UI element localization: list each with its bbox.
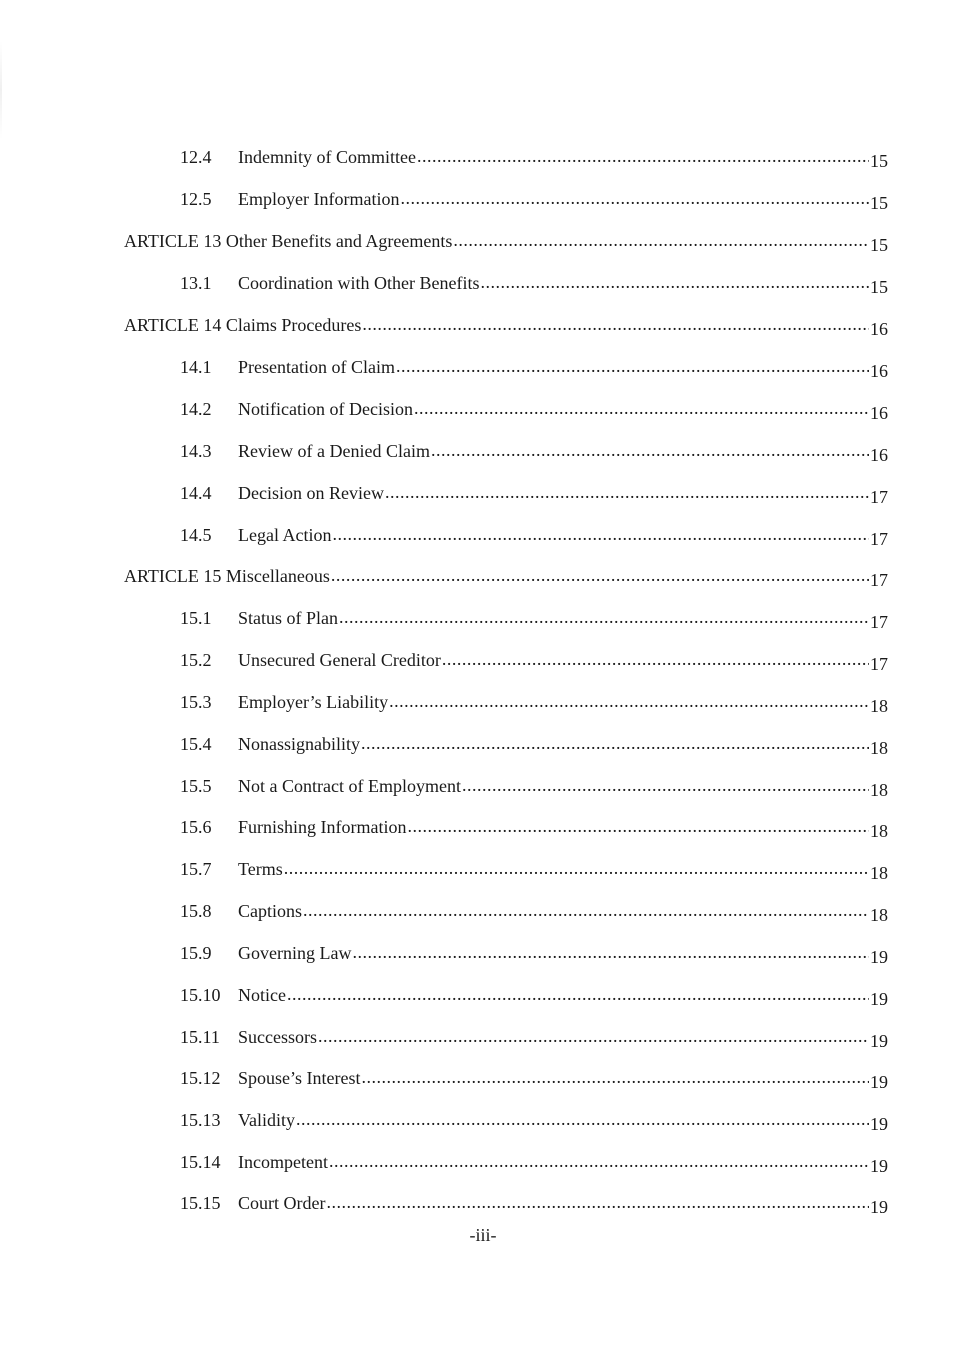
toc-entry-page: 18 [870,863,888,883]
toc-entry-number: 15.2 [180,650,212,670]
dot-leader [296,1108,869,1130]
dot-leader [303,899,869,921]
toc-entry-title: Notification of Decision [238,399,413,419]
toc-entry-title: Validity [238,1110,295,1130]
dot-leader [389,690,869,712]
toc-entry-page: 18 [870,738,888,758]
dot-leader [408,815,870,837]
toc-entry-title: Decision on Review [238,483,384,503]
toc-entry-title: ARTICLE 15 Miscellaneous [124,566,330,586]
dot-leader [417,145,869,167]
toc-entry-number: 15.1 [180,608,212,628]
toc-entry[interactable] [180,272,888,297]
toc-entry[interactable] [180,482,888,507]
toc-entry[interactable] [180,649,888,674]
toc-entry-page: 17 [870,654,888,674]
toc-entry-number: 15.6 [180,817,212,837]
toc-entry[interactable] [180,1151,888,1176]
dot-leader [284,857,869,879]
toc-entry-page: 17 [870,612,888,632]
toc-entry-number: 14.1 [180,357,212,377]
toc-entry-title: Legal Action [238,525,332,545]
toc-entry[interactable] [180,816,888,841]
dot-leader [396,355,869,377]
toc-entry-number: 15.11 [180,1027,220,1047]
toc-entry[interactable] [180,1109,888,1134]
toc-entry[interactable] [180,440,888,465]
toc-entry-page: 15 [870,151,888,171]
toc-entry-title: Presentation of Claim [238,357,395,377]
dot-leader [400,187,869,209]
scan-shadow [0,40,2,140]
toc-entry-title: Incompetent [238,1152,328,1172]
toc-entry-page: 19 [870,1197,888,1217]
toc-entry[interactable] [180,398,888,423]
toc-entry-number: 15.10 [180,985,221,1005]
toc-entry-number: 12.4 [180,147,212,167]
dot-leader [361,1066,869,1088]
toc-entry-title: Notice [238,985,286,1005]
dot-leader [339,606,869,628]
toc-entry-page: 19 [870,989,888,1009]
toc-entry-title: Spouse’s Interest [238,1068,361,1088]
toc-entry-title: Unsecured General Creditor [238,650,441,670]
toc-entry-number: 15.14 [180,1152,221,1172]
toc-entry-page: 19 [870,1114,888,1134]
toc-entry[interactable] [180,146,888,171]
toc-entry-page: 17 [870,487,888,507]
toc-entry-number: 15.15 [180,1193,221,1213]
dot-leader [453,229,869,251]
toc-entry-page: 17 [870,529,888,549]
toc-entry-title: Successors [238,1027,317,1047]
toc-entry-page: 19 [870,1156,888,1176]
toc-entry-title: Terms [238,859,283,879]
dot-leader [385,481,869,503]
toc-entry-page: 18 [870,821,888,841]
toc-entry-page: 17 [870,570,888,590]
dot-leader [318,1025,869,1047]
toc-entry[interactable] [180,858,888,883]
toc-entry[interactable] [180,1192,888,1217]
toc-entry-number: 15.3 [180,692,212,712]
dot-leader [326,1191,869,1213]
dot-leader [442,648,869,670]
toc-entry-page: 15 [870,235,888,255]
toc-entry[interactable] [180,900,888,925]
page-footer-number: -iii- [469,1225,497,1245]
toc-entry[interactable] [180,524,888,549]
toc-entry[interactable] [180,356,888,381]
toc-entry-page: 15 [870,277,888,297]
toc-entry-page: 19 [870,1031,888,1051]
toc-entry-number: 12.5 [180,189,212,209]
toc-entry-number: 15.9 [180,943,212,963]
toc-entry-page: 19 [870,947,888,967]
toc-entry-number: 15.12 [180,1068,221,1088]
toc-entry-title: Not a Contract of Employment [238,776,461,796]
toc-entry-page: 18 [870,905,888,925]
toc-entry-title: Furnishing Information [238,817,407,837]
dot-leader [352,941,869,963]
toc-entry-page: 18 [870,696,888,716]
toc-entry-title: ARTICLE 13 Other Benefits and Agreements [124,231,453,251]
toc-entry-number: 15.5 [180,776,212,796]
dot-leader [329,1150,869,1172]
toc-entry[interactable] [180,984,888,1009]
toc-entry-title: Review of a Denied Claim [238,441,430,461]
toc-entry-number: 14.3 [180,441,212,461]
toc-entry-number: 13.1 [180,273,212,293]
toc-entry-number: 14.4 [180,483,212,503]
toc-entry[interactable] [180,188,888,213]
toc-entry-number: 15.7 [180,859,212,879]
toc-entry-title: Employer’s Liability [238,692,389,712]
dot-leader [362,313,869,335]
toc-entry-title: Employer Information [238,189,400,209]
toc-entry-number: 14.5 [180,525,212,545]
toc-entry-page: 16 [870,445,888,465]
dot-leader [361,732,869,754]
toc-entry-number: 15.13 [180,1110,221,1130]
toc-article-entry[interactable] [124,565,888,590]
toc-entry-page: 16 [870,403,888,423]
dot-leader [287,983,869,1005]
toc-entry-page: 18 [870,780,888,800]
toc-entry-page: 15 [870,193,888,213]
toc-entry[interactable] [180,942,888,967]
toc-entry-title: Indemnity of Committee [238,147,416,167]
toc-article-entry[interactable] [124,230,888,255]
dot-leader [331,564,869,586]
toc-article-entry[interactable] [124,314,888,339]
toc-entry-number: 15.4 [180,734,212,754]
toc-entry-title: Governing Law [238,943,352,963]
toc-entry[interactable] [180,1026,888,1051]
toc-entry-title: Coordination with Other Benefits [238,273,480,293]
toc-entry-page: 19 [870,1072,888,1092]
dot-leader [462,774,869,796]
toc-entry-number: 15.8 [180,901,212,921]
toc-entry[interactable] [180,733,888,758]
dot-leader [332,523,869,545]
toc-entry-title: Captions [238,901,303,921]
toc-entry[interactable] [180,1067,888,1092]
toc-entry-page: 16 [870,361,888,381]
toc-entry-title: ARTICLE 14 Claims Procedures [124,315,362,335]
toc-entry-page: 16 [870,319,888,339]
dot-leader [431,439,869,461]
toc-entry[interactable] [180,775,888,800]
toc-entry-number: 14.2 [180,399,212,419]
toc-entry-title: Nonassignability [238,734,360,754]
toc-entry-title: Court Order [238,1193,326,1213]
toc-entry[interactable] [180,691,888,716]
toc-entry-title: Status of Plan [238,608,339,628]
dot-leader [480,271,869,293]
toc-entry[interactable] [180,607,888,632]
dot-leader [414,397,869,419]
